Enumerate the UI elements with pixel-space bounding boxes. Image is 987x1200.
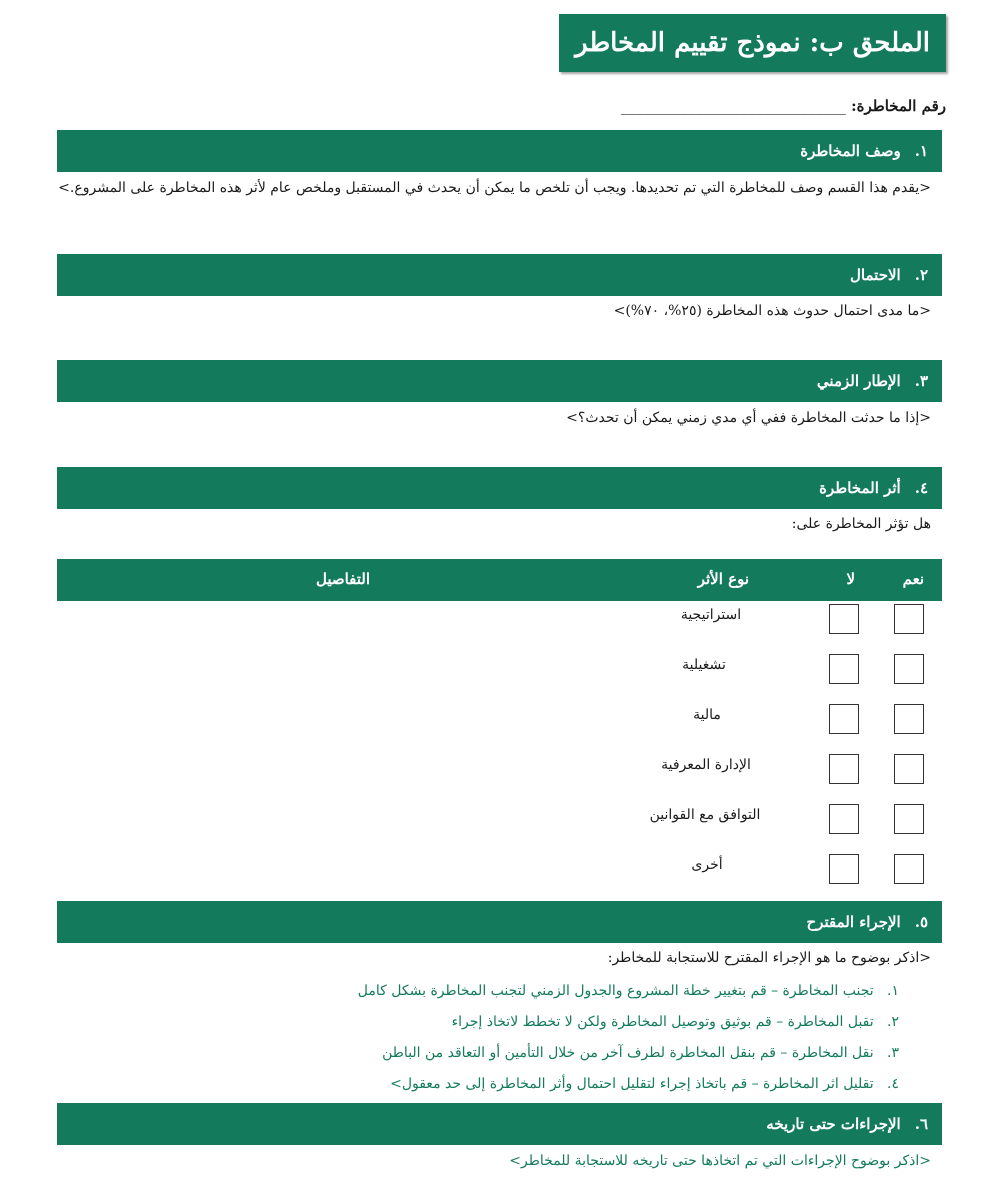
- header-no: لا: [846, 570, 855, 588]
- section-number: ٤.: [914, 479, 928, 497]
- list-text: نقل المخاطرة – قم بنقل المخاطرة لطرف آخر من خلال التأمين أو التعاقد من الباطن: [382, 1045, 874, 1061]
- section-number: ٣.: [914, 372, 928, 390]
- impact-type-label: التوافق مع القوانين: [649, 807, 761, 823]
- list-text: تجنب المخاطرة – قم بتغيير خطة المشروع والجدول الزمني لتجنب المخاطرة بشكل كامل: [357, 983, 874, 999]
- list-number: ٢.: [887, 1014, 899, 1030]
- section-header-proposed-action: [57, 901, 942, 943]
- section-text-actions-to-date: <اذكر بوضوح الإجراءات التي تم اتخاذها حتى تاريخه للاستجابة للمخاطر>: [509, 1153, 931, 1169]
- impact-type-label: تشغيلية: [682, 657, 726, 673]
- no-checkbox[interactable]: [829, 854, 859, 884]
- action-option-accept: [452, 1014, 899, 1030]
- section-number: ٦.: [914, 1115, 928, 1133]
- yes-checkbox[interactable]: [894, 654, 924, 684]
- header-impact-type: نوع الأثر: [697, 570, 749, 588]
- yes-checkbox[interactable]: [894, 854, 924, 884]
- section-text-risk-impact: هل تؤثر المخاطرة على:: [791, 516, 931, 532]
- list-text: تقبل المخاطرة – قم بوثيق وتوصيل المخاطرة ولكن لا تخطط لاتخاذ إجراء: [451, 1014, 874, 1030]
- section-number: ٥.: [914, 913, 928, 931]
- header-details: التفاصيل: [315, 570, 370, 588]
- section-title: الإطار الزمني: [816, 372, 901, 390]
- list-text: تقليل اثر المخاطرة – قم باتخاذ إجراء لتقليل احتمال وأثر المخاطرة إلى حد معقول>: [390, 1076, 874, 1092]
- section-header-probability: [57, 254, 942, 296]
- section-text-risk-description: <يقدم هذا القسم وصف للمخاطرة التي تم تحديدها. ويجب أن تلخص ما يمكن أن يحدث في المستقبل وملخص عام لأثر هذه المخاطرة على المشروع.>: [58, 180, 931, 196]
- no-checkbox[interactable]: [829, 754, 859, 784]
- list-number: ٤.: [887, 1076, 899, 1092]
- section-number: ٢.: [914, 266, 928, 284]
- section-text-probability: <ما مدى احتمال حدوث هذه المخاطرة (٢٥%، ٧٠%)>: [613, 303, 931, 319]
- no-checkbox[interactable]: [829, 604, 859, 634]
- risk-number-label: رقم المخاطرة:: [851, 97, 946, 115]
- yes-checkbox[interactable]: [894, 754, 924, 784]
- section-title: وصف المخاطرة: [800, 142, 901, 160]
- impact-type-label: أخرى: [691, 857, 723, 873]
- section-text-timeframe: <إذا ما حدثت المخاطرة ففي أي مدي زمني يمكن أن تحدث؟>: [566, 410, 931, 426]
- risk-number-line: ______________________________: [620, 97, 846, 115]
- impact-type-label: الإدارة المعرفية: [661, 757, 751, 773]
- section-header-risk-impact: [57, 467, 942, 509]
- section-header-timeframe: [57, 360, 942, 402]
- no-checkbox[interactable]: [829, 704, 859, 734]
- section-header-risk-description: [57, 130, 942, 172]
- section-text-proposed-action: <اذكر بوضوح ما هو الإجراء المقترح للاستجابة للمخاطر:: [607, 950, 931, 966]
- section-number: ١.: [914, 142, 928, 160]
- action-option-mitigate: [390, 1076, 899, 1092]
- section-title: الإجراءات حتى تاريخه: [766, 1115, 901, 1133]
- action-option-avoid: [358, 983, 899, 999]
- yes-checkbox[interactable]: [894, 704, 924, 734]
- impact-table-header: [57, 559, 942, 601]
- page-title: الملحق ب: نموذج تقييم المخاطر: [559, 14, 946, 72]
- no-checkbox[interactable]: [829, 804, 859, 834]
- risk-number-field: [621, 97, 946, 115]
- action-option-transfer: [382, 1045, 899, 1061]
- section-title: الاحتمال: [850, 266, 901, 284]
- section-title: الإجراء المقترح: [806, 913, 901, 931]
- impact-type-label: استراتيجية: [680, 607, 742, 623]
- impact-type-label: مالية: [693, 707, 721, 723]
- list-number: ١.: [887, 983, 899, 999]
- yes-checkbox[interactable]: [894, 804, 924, 834]
- yes-checkbox[interactable]: [894, 604, 924, 634]
- header-yes: نعم: [902, 570, 924, 588]
- list-number: ٣.: [887, 1045, 899, 1061]
- no-checkbox[interactable]: [829, 654, 859, 684]
- section-header-actions-to-date: [57, 1103, 942, 1145]
- section-title: أثر المخاطرة: [819, 479, 901, 497]
